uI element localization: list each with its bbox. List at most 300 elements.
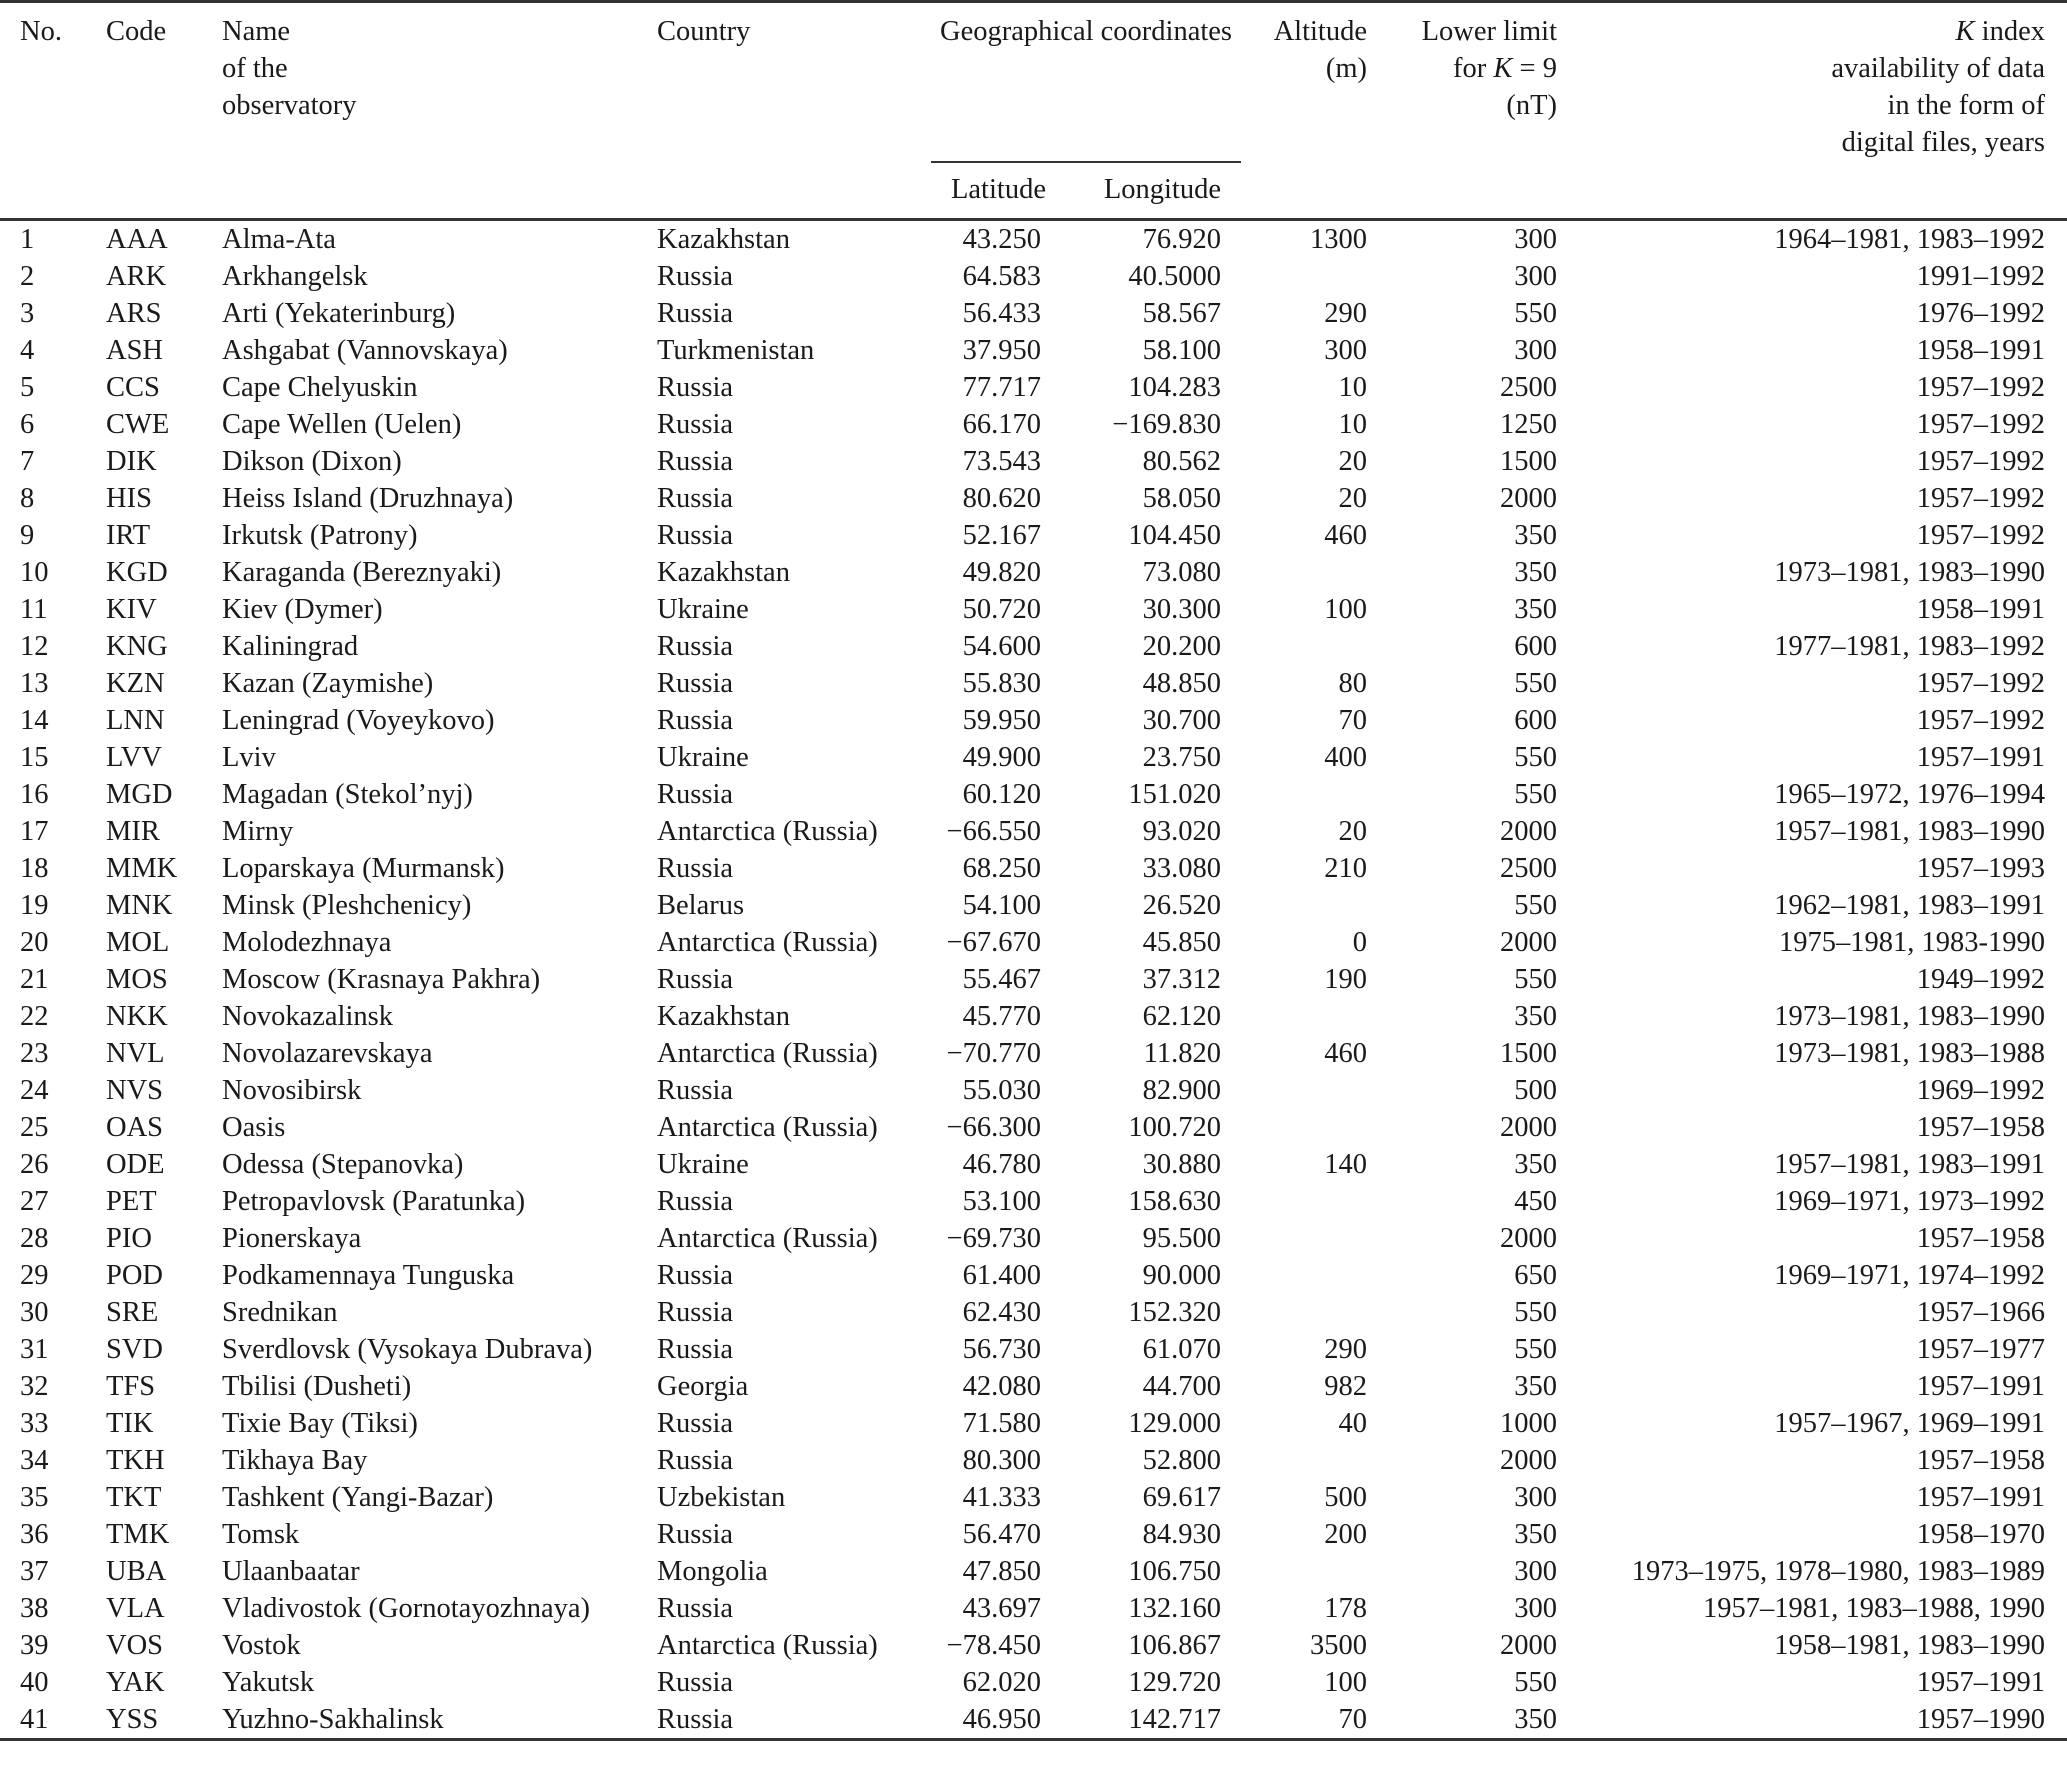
cell-latitude: 49.900 xyxy=(962,742,1041,773)
cell-k-index-years: 1949–1992 xyxy=(1916,964,2045,995)
cell-name: Tikhaya Bay xyxy=(222,1445,368,1476)
cell-lower-limit: 300 xyxy=(1514,1593,1557,1624)
cell-latitude: 62.020 xyxy=(962,1667,1041,1698)
cell-latitude: 62.430 xyxy=(962,1297,1041,1328)
cell-longitude: 151.020 xyxy=(1128,779,1221,810)
cell-no: 39 xyxy=(20,1630,49,1661)
cell-k-index-years: 1977–1981, 1983–1992 xyxy=(1774,631,2045,662)
cell-country: Russia xyxy=(657,964,734,995)
cell-name: Arkhangelsk xyxy=(222,261,368,292)
cell-longitude: 37.312 xyxy=(1142,964,1221,995)
cell-longitude: 30.880 xyxy=(1142,1149,1221,1180)
cell-altitude: 80 xyxy=(1338,668,1367,699)
cell-name: Alma-Ata xyxy=(222,224,336,255)
header-lower-limit-line xyxy=(1367,50,1557,87)
cell-latitude: 56.730 xyxy=(962,1334,1041,1365)
cell-altitude: 1300 xyxy=(1310,224,1367,255)
cell-altitude xyxy=(1241,1442,1367,1479)
cell-altitude xyxy=(1241,554,1367,591)
cell-altitude: 10 xyxy=(1338,409,1367,440)
cell-no: 36 xyxy=(20,1519,49,1550)
header-code: Code xyxy=(106,16,167,47)
cell-code: TIK xyxy=(106,1408,154,1439)
cell-country: Russia xyxy=(657,409,734,440)
cell-no: 17 xyxy=(20,816,49,847)
cell-code: MGD xyxy=(106,779,173,810)
cell-latitude: −78.450 xyxy=(946,1630,1041,1661)
cell-k-index-years: 1969–1971, 1973–1992 xyxy=(1774,1186,2045,1217)
cell-no: 40 xyxy=(20,1667,49,1698)
cell-k-index-years: 1964–1981, 1983–1992 xyxy=(1774,224,2045,255)
cell-lower-limit: 1500 xyxy=(1500,446,1557,477)
cell-altitude: 100 xyxy=(1324,1667,1367,1698)
cell-no: 29 xyxy=(20,1260,49,1291)
cell-latitude: 59.950 xyxy=(962,705,1041,736)
table-row xyxy=(0,1479,2067,1516)
table-row xyxy=(0,1442,2067,1479)
table-row xyxy=(0,332,2067,369)
cell-country: Russia xyxy=(657,1297,734,1328)
cell-country: Antarctica (Russia) xyxy=(657,927,878,958)
cell-code: NVS xyxy=(106,1075,164,1106)
cell-latitude: 64.583 xyxy=(962,261,1041,292)
cell-lower-limit: 350 xyxy=(1514,1704,1557,1735)
cell-country: Antarctica (Russia) xyxy=(657,816,878,847)
cell-no: 1 xyxy=(20,224,35,255)
cell-altitude xyxy=(1241,1072,1367,1109)
cell-name: Magadan (Stekol’nyj) xyxy=(222,779,473,810)
cell-country: Kazakhstan xyxy=(657,1001,790,1032)
cell-country: Antarctica (Russia) xyxy=(657,1223,878,1254)
cell-code: MOS xyxy=(106,964,168,995)
cell-country: Ukraine xyxy=(657,742,749,773)
cell-altitude: 100 xyxy=(1324,594,1367,625)
cell-altitude: 460 xyxy=(1324,1038,1367,1069)
cell-longitude: 33.080 xyxy=(1142,853,1221,884)
cell-name: Mirny xyxy=(222,816,294,847)
cell-name: Yuzhno-Sakhalinsk xyxy=(222,1704,444,1735)
cell-lower-limit: 2000 xyxy=(1500,927,1557,958)
cell-latitude: 43.250 xyxy=(962,224,1041,255)
table-row xyxy=(0,776,2067,813)
cell-code: MOL xyxy=(106,927,170,958)
table-row xyxy=(0,1109,2067,1146)
cell-longitude: 61.070 xyxy=(1142,1334,1221,1365)
cell-code: PIO xyxy=(106,1223,152,1254)
cell-country: Russia xyxy=(657,1519,734,1550)
cell-latitude: 53.100 xyxy=(962,1186,1041,1217)
cell-altitude: 3500 xyxy=(1310,1630,1367,1661)
cell-country: Antarctica (Russia) xyxy=(657,1630,878,1661)
table-row xyxy=(0,1516,2067,1553)
table-header xyxy=(0,2,2067,220)
table-row xyxy=(0,1627,2067,1664)
cell-lower-limit: 350 xyxy=(1514,520,1557,551)
cell-name: Novokazalinsk xyxy=(222,1001,393,1032)
geo-subheaders xyxy=(911,163,1241,218)
cell-no: 10 xyxy=(20,557,49,588)
cell-country: Russia xyxy=(657,446,734,477)
cell-altitude xyxy=(1241,887,1367,924)
cell-code: CWE xyxy=(106,409,170,440)
cell-name: Heiss Island (Druzhnaya) xyxy=(222,483,514,514)
header-k-index-line: digital files, years xyxy=(1841,127,2045,158)
cell-latitude: 55.467 xyxy=(962,964,1041,995)
cell-latitude: 56.433 xyxy=(962,298,1041,329)
cell-longitude: 106.750 xyxy=(1128,1556,1221,1587)
header-longitude: Longitude xyxy=(1103,174,1221,205)
cell-latitude: 68.250 xyxy=(962,853,1041,884)
table-row xyxy=(0,406,2067,443)
header-country: Country xyxy=(657,16,751,47)
cell-lower-limit: 300 xyxy=(1514,335,1557,366)
cell-latitude: −66.550 xyxy=(946,816,1041,847)
cell-longitude: 132.160 xyxy=(1128,1593,1221,1624)
cell-altitude xyxy=(1241,1109,1367,1146)
cell-k-index-years: 1973–1975, 1978–1980, 1983–1989 xyxy=(1631,1556,2045,1587)
cell-k-index-years: 1957–1991 xyxy=(1916,1482,2045,1513)
cell-k-index-years: 1975–1981, 1983-1990 xyxy=(1779,927,2045,958)
cell-no: 19 xyxy=(20,890,49,921)
cell-lower-limit: 2500 xyxy=(1500,853,1557,884)
cell-k-index-years: 1957–1990 xyxy=(1916,1704,2045,1735)
cell-longitude: 58.567 xyxy=(1142,298,1221,329)
header-latitude: Latitude xyxy=(951,174,1046,205)
cell-longitude: 58.100 xyxy=(1142,335,1221,366)
cell-latitude: 37.950 xyxy=(962,335,1041,366)
cell-altitude: 40 xyxy=(1338,1408,1367,1439)
cell-longitude: 58.050 xyxy=(1142,483,1221,514)
cell-country: Ukraine xyxy=(657,1149,749,1180)
k-variable: K xyxy=(1493,53,1513,84)
cell-longitude: 40.5000 xyxy=(1128,261,1221,292)
cell-no: 25 xyxy=(20,1112,49,1143)
cell-latitude: −66.300 xyxy=(946,1112,1041,1143)
cell-no: 14 xyxy=(20,705,49,736)
cell-k-index-years: 1969–1971, 1974–1992 xyxy=(1774,1260,2045,1291)
cell-lower-limit: 550 xyxy=(1514,779,1557,810)
cell-longitude: 45.850 xyxy=(1142,927,1221,958)
cell-k-index-years: 1973–1981, 1983–1990 xyxy=(1774,557,2045,588)
cell-longitude: 11.820 xyxy=(1143,1038,1221,1069)
cell-no: 12 xyxy=(20,631,49,662)
cell-code: AAA xyxy=(106,224,168,255)
cell-altitude xyxy=(1241,258,1367,295)
cell-k-index-years: 1957–1992 xyxy=(1916,483,2045,514)
cell-longitude: 80.562 xyxy=(1142,446,1221,477)
cell-lower-limit: 350 xyxy=(1514,1371,1557,1402)
geo-subrule-cell xyxy=(911,161,1241,220)
cell-altitude xyxy=(1241,628,1367,665)
header-lower-limit-line: Lower limit xyxy=(1421,16,1557,47)
cell-longitude: 62.120 xyxy=(1142,1001,1221,1032)
cell-no: 30 xyxy=(20,1297,49,1328)
cell-longitude: 76.920 xyxy=(1142,224,1221,255)
cell-code: IRT xyxy=(106,520,151,551)
cell-code: SRE xyxy=(106,1297,159,1328)
cell-latitude: 47.850 xyxy=(962,1556,1041,1587)
cell-country: Belarus xyxy=(657,890,745,921)
table-row xyxy=(0,1553,2067,1590)
cell-code: KIV xyxy=(106,594,157,625)
cell-lower-limit: 300 xyxy=(1514,224,1557,255)
cell-longitude: 106.867 xyxy=(1128,1630,1221,1661)
cell-longitude: 158.630 xyxy=(1128,1186,1221,1217)
table-row xyxy=(0,1072,2067,1109)
cell-k-index-years: 1991–1992 xyxy=(1916,261,2045,292)
cell-latitude: 61.400 xyxy=(962,1260,1041,1291)
cell-no: 23 xyxy=(20,1038,49,1069)
cell-no: 2 xyxy=(20,261,35,292)
table-row xyxy=(0,1035,2067,1072)
cell-longitude: 104.450 xyxy=(1128,520,1221,551)
cell-code: NKK xyxy=(106,1001,168,1032)
table-row xyxy=(0,1146,2067,1183)
cell-k-index-years: 1958–1991 xyxy=(1916,335,2045,366)
table-row xyxy=(0,1257,2067,1294)
cell-code: KZN xyxy=(106,668,165,699)
cell-no: 13 xyxy=(20,668,49,699)
cell-no: 35 xyxy=(20,1482,49,1513)
cell-longitude: 30.300 xyxy=(1142,594,1221,625)
cell-name: Podkamennaya Tunguska xyxy=(222,1260,515,1291)
cell-lower-limit: 550 xyxy=(1514,668,1557,699)
cell-code: POD xyxy=(106,1260,164,1291)
header-geo-label: Geographical coordinates xyxy=(940,16,1232,47)
table-row xyxy=(0,591,2067,628)
cell-name: Kazan (Zaymishe) xyxy=(222,668,434,699)
table-row xyxy=(0,1590,2067,1627)
cell-longitude: 73.080 xyxy=(1142,557,1221,588)
cell-lower-limit: 550 xyxy=(1514,964,1557,995)
table-row xyxy=(0,665,2067,702)
table-row xyxy=(0,1664,2067,1701)
cell-no: 11 xyxy=(20,594,48,625)
table-row xyxy=(0,1331,2067,1368)
cell-no: 16 xyxy=(20,779,49,810)
cell-code: SVD xyxy=(106,1334,164,1365)
cell-longitude: 152.320 xyxy=(1128,1297,1221,1328)
cell-name: Vladivostok (Gornotayozhnaya) xyxy=(222,1593,591,1624)
cell-lower-limit: 300 xyxy=(1514,261,1557,292)
cell-longitude: 93.020 xyxy=(1142,816,1221,847)
cell-longitude: 90.000 xyxy=(1142,1260,1221,1291)
cell-k-index-years: 1957–1977 xyxy=(1916,1334,2045,1365)
cell-name: Irkutsk (Patrony) xyxy=(222,520,418,551)
cell-name: Dikson (Dixon) xyxy=(222,446,402,477)
cell-name: Vostok xyxy=(222,1630,301,1661)
cell-no: 9 xyxy=(20,520,35,551)
cell-longitude: 142.717 xyxy=(1128,1704,1221,1735)
cell-no: 22 xyxy=(20,1001,49,1032)
cell-k-index-years: 1957–1992 xyxy=(1916,668,2045,699)
header-spacer xyxy=(0,161,911,220)
cell-k-index-years: 1958–1970 xyxy=(1916,1519,2045,1550)
cell-k-index-years: 1973–1981, 1983–1988 xyxy=(1774,1038,2045,1069)
cell-code: ARS xyxy=(106,298,162,329)
cell-k-index-years: 1965–1972, 1976–1994 xyxy=(1774,779,2045,810)
cell-lower-limit: 350 xyxy=(1514,557,1557,588)
cell-lower-limit: 650 xyxy=(1514,1260,1557,1291)
cell-lower-limit: 1250 xyxy=(1500,409,1557,440)
cell-k-index-years: 1969–1992 xyxy=(1916,1075,2045,1106)
cell-altitude: 0 xyxy=(1352,927,1367,958)
cell-name: Yakutsk xyxy=(222,1667,315,1698)
cell-code: OAS xyxy=(106,1112,164,1143)
cell-country: Russia xyxy=(657,1445,734,1476)
cell-lower-limit: 1000 xyxy=(1500,1408,1557,1439)
cell-code: ASH xyxy=(106,335,164,366)
table-row xyxy=(0,887,2067,924)
cell-altitude xyxy=(1241,1183,1367,1220)
cell-name: Moscow (Krasnaya Pakhra) xyxy=(222,964,541,995)
table-row xyxy=(0,628,2067,665)
cell-name: Srednikan xyxy=(222,1297,338,1328)
header-text: = 9 xyxy=(1512,53,1557,84)
cell-altitude: 460 xyxy=(1324,520,1367,551)
cell-lower-limit: 2000 xyxy=(1500,1223,1557,1254)
cell-latitude: 80.620 xyxy=(962,483,1041,514)
table-row xyxy=(0,850,2067,887)
cell-k-index-years: 1957–1958 xyxy=(1916,1112,2045,1143)
cell-k-index-years: 1957–1981, 1983–1988, 1990 xyxy=(1703,1593,2045,1624)
cell-name: Sverdlovsk (Vysokaya Dubrava) xyxy=(222,1334,593,1365)
table-row xyxy=(0,739,2067,776)
cell-country: Kazakhstan xyxy=(657,224,790,255)
table-row xyxy=(0,443,2067,480)
cell-name: Lviv xyxy=(222,742,276,773)
cell-longitude: 20.200 xyxy=(1142,631,1221,662)
header-k-index-line: in the form of xyxy=(1887,90,2045,121)
cell-name: Odessa (Stepanovka) xyxy=(222,1149,464,1180)
cell-country: Russia xyxy=(657,261,734,292)
cell-name: Leningrad (Voyeykovo) xyxy=(222,705,495,736)
cell-name: Novolazarevskaya xyxy=(222,1038,433,1069)
header-k-index xyxy=(1557,2,2067,162)
cell-longitude: 52.800 xyxy=(1142,1445,1221,1476)
cell-code: HIS xyxy=(106,483,152,514)
cell-code: TFS xyxy=(106,1371,156,1402)
cell-name: Novosibirsk xyxy=(222,1075,362,1106)
cell-altitude: 210 xyxy=(1324,853,1367,884)
cell-no: 8 xyxy=(20,483,35,514)
cell-altitude xyxy=(1241,1294,1367,1331)
cell-code: YSS xyxy=(106,1704,159,1735)
cell-lower-limit: 550 xyxy=(1514,742,1557,773)
cell-country: Uzbekistan xyxy=(657,1482,786,1513)
cell-lower-limit: 2000 xyxy=(1500,1630,1557,1661)
cell-code: NVL xyxy=(106,1038,165,1069)
cell-no: 38 xyxy=(20,1593,49,1624)
cell-altitude: 70 xyxy=(1338,705,1367,736)
cell-latitude: −70.770 xyxy=(946,1038,1041,1069)
cell-country: Russia xyxy=(657,1704,734,1735)
cell-k-index-years: 1957–1966 xyxy=(1916,1297,2045,1328)
cell-country: Russia xyxy=(657,372,734,403)
cell-country: Russia xyxy=(657,1408,734,1439)
cell-longitude: 30.700 xyxy=(1142,705,1221,736)
table-row xyxy=(0,1183,2067,1220)
cell-lower-limit: 550 xyxy=(1514,298,1557,329)
table-row xyxy=(0,1294,2067,1331)
cell-altitude: 190 xyxy=(1324,964,1367,995)
cell-code: ARK xyxy=(106,261,167,292)
cell-lower-limit: 2500 xyxy=(1500,372,1557,403)
table-row xyxy=(0,961,2067,998)
cell-k-index-years: 1957–1981, 1983–1990 xyxy=(1774,816,2045,847)
cell-altitude: 20 xyxy=(1338,816,1367,847)
cell-name: Tbilisi (Dusheti) xyxy=(222,1371,412,1402)
cell-lower-limit: 300 xyxy=(1514,1556,1557,1587)
cell-name: Ulaanbaatar xyxy=(222,1556,360,1587)
cell-lower-limit: 2000 xyxy=(1500,1445,1557,1476)
cell-name: Kaliningrad xyxy=(222,631,359,662)
cell-code: UBA xyxy=(106,1556,167,1587)
cell-longitude: 44.700 xyxy=(1142,1371,1221,1402)
cell-k-index-years: 1957–1992 xyxy=(1916,520,2045,551)
cell-altitude: 290 xyxy=(1324,298,1367,329)
cell-code: YAK xyxy=(106,1667,165,1698)
table-row xyxy=(0,480,2067,517)
header-altitude xyxy=(1241,2,1367,162)
cell-country: Mongolia xyxy=(657,1556,768,1587)
cell-name: Arti (Yekaterinburg) xyxy=(222,298,456,329)
cell-no: 7 xyxy=(20,446,35,477)
cell-code: ODE xyxy=(106,1149,165,1180)
cell-no: 32 xyxy=(20,1371,49,1402)
cell-no: 6 xyxy=(20,409,35,440)
cell-k-index-years: 1957–1991 xyxy=(1916,742,2045,773)
header-geographical-coordinates xyxy=(911,2,1241,162)
cell-latitude: 60.120 xyxy=(962,779,1041,810)
header-text: index xyxy=(1974,16,2045,47)
cell-latitude: 66.170 xyxy=(962,409,1041,440)
cell-latitude: 50.720 xyxy=(962,594,1041,625)
cell-lower-limit: 500 xyxy=(1514,1075,1557,1106)
table-row xyxy=(0,924,2067,961)
cell-altitude: 290 xyxy=(1324,1334,1367,1365)
cell-name: Kiev (Dymer) xyxy=(222,594,383,625)
cell-latitude: −69.730 xyxy=(946,1223,1041,1254)
cell-lower-limit: 2000 xyxy=(1500,1112,1557,1143)
cell-latitude: 54.100 xyxy=(962,890,1041,921)
cell-lower-limit: 2000 xyxy=(1500,816,1557,847)
cell-altitude: 200 xyxy=(1324,1519,1367,1550)
cell-longitude: 95.500 xyxy=(1142,1223,1221,1254)
cell-latitude: 46.780 xyxy=(962,1149,1041,1180)
cell-code: LVV xyxy=(106,742,162,773)
cell-k-index-years: 1957–1981, 1983–1991 xyxy=(1774,1149,2045,1180)
cell-latitude: 46.950 xyxy=(962,1704,1041,1735)
table-body xyxy=(0,220,2067,1740)
cell-no: 15 xyxy=(20,742,49,773)
cell-latitude: 42.080 xyxy=(962,1371,1041,1402)
header-lower-limit xyxy=(1367,2,1557,162)
cell-country: Ukraine xyxy=(657,594,749,625)
cell-longitude: 129.000 xyxy=(1128,1408,1221,1439)
cell-latitude: 80.300 xyxy=(962,1445,1041,1476)
cell-k-index-years: 1958–1991 xyxy=(1916,594,2045,625)
cell-lower-limit: 350 xyxy=(1514,1519,1557,1550)
cell-lower-limit: 550 xyxy=(1514,890,1557,921)
cell-altitude: 500 xyxy=(1324,1482,1367,1513)
cell-no: 21 xyxy=(20,964,49,995)
cell-lower-limit: 550 xyxy=(1514,1297,1557,1328)
cell-k-index-years: 1957–1992 xyxy=(1916,705,2045,736)
cell-lower-limit: 550 xyxy=(1514,1334,1557,1365)
table-row xyxy=(0,369,2067,406)
cell-lower-limit: 600 xyxy=(1514,705,1557,736)
